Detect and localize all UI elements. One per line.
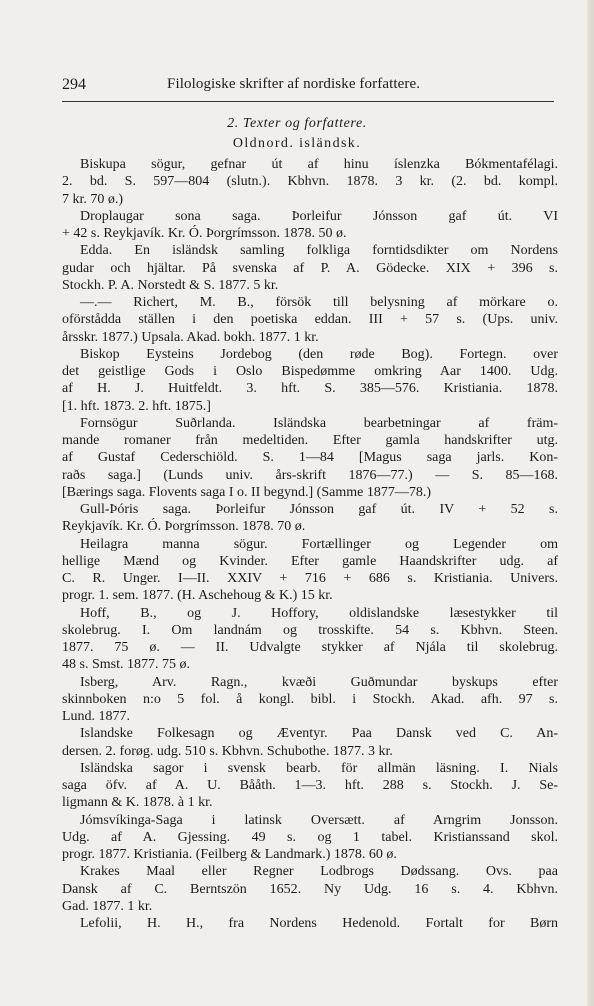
text-line: 7 kr. 70 ø.) bbox=[62, 191, 124, 207]
text-line: Lund. 1877. bbox=[62, 709, 131, 724]
text-line: 2. bd. S. 597—804 (slutn.). Kbhvn. 1878. 3 kr. (2. bd. kompl. bbox=[62, 174, 558, 190]
text-line: årsskr. 1877.) Upsala. Akad. bokh. 1877. 1 kr. bbox=[62, 329, 319, 345]
text-line: Jómsvíkinga-Saga i latinsk Oversætt. af Arngrim Jonsson. bbox=[80, 812, 558, 828]
text-line: Gull-Þóris saga. Þorleifur Jónsson gaf út. IV + 52 s. bbox=[80, 502, 558, 517]
text-line: mande romaner från medeltiden. Efter gamla handskrifter utg. bbox=[62, 433, 558, 448]
header-rule bbox=[62, 101, 554, 102]
text-line: Gad. 1877. 1 kr. bbox=[62, 898, 153, 914]
subsection-title: Oldnord. isländsk. bbox=[232, 136, 362, 151]
text-line: [Bærings saga. Flovents saga I o. II begynd.] (Samme 1877—78.) bbox=[62, 484, 431, 500]
text-line: Hoff, B., og J. Hoffory, oldislandske læsestykker til bbox=[80, 605, 558, 621]
page-number: 294 bbox=[62, 76, 86, 93]
text-line: Dansk af C. Berntszön 1652. Ny Udg. 16 s. 4. Kbhvn. bbox=[62, 881, 558, 897]
text-line: raðs saga.] (Lunds univ. års-skrift 1876—77.) — S. 85—168. bbox=[62, 467, 558, 483]
text-line: + 42 s. Reykjavík. Kr. Ó. Þorgrímsson. 1878. 50 ø. bbox=[62, 226, 347, 241]
text-line: —.— Richert, M. B., försök till belysning af mörkare o. bbox=[80, 295, 558, 310]
text-line: Biskupa sögur, gefnar út af hinu íslenzka Bókmentafélagi. bbox=[80, 157, 558, 172]
text-line: Droplaugar sona saga. Þorleifur Jónsson gaf út. VI bbox=[80, 208, 558, 224]
text-line: Edda. En isländsk samling folkliga forntidsdikter om Nordens bbox=[80, 243, 558, 259]
text-line: oförstådda ställen i den poetiska eddan. III + 57 s. (Ups. univ. bbox=[62, 312, 558, 328]
text-line: Biskop Eysteins Jordebog (den røde Bog). Fortegn. over bbox=[80, 346, 558, 362]
text-line: hellige Mænd og Kvinder. Efter gamle Haandskrifter udg. af bbox=[62, 553, 558, 569]
text-line: Lefolii, H. H., fra Nordens Hedenold. Fortalt for Børn bbox=[80, 916, 558, 931]
text-line: Heilagra manna sögur. Fortællinger og Legender om bbox=[80, 536, 558, 552]
text-line: progr. 1. sem. 1877. (H. Aschehoug & K.) 15 kr. bbox=[62, 588, 333, 604]
text-line: Reykjavík. Kr. Ó. Þorgrímsson. 1878. 70 ø. bbox=[62, 519, 306, 535]
text-line: skinnboken n:o 5 fol. å kongl. bibl. i Stockh. Akad. afh. 97 s. bbox=[62, 691, 558, 707]
section-title: 2. Texter og forfattere. bbox=[227, 116, 367, 131]
text-line: Udg. af A. Gjessing. 49 s. og 1 tabel. Kristianssand skol. bbox=[62, 829, 558, 845]
page-header bbox=[62, 76, 562, 98]
text-line: skolebrug. I. Om landnám og trosskifte. 54 s. Kbhvn. Steen. bbox=[62, 622, 558, 638]
bibliography-text bbox=[62, 156, 558, 932]
running-head: Filologiske skrifter af nordiske forfattere. bbox=[167, 76, 421, 92]
text-line: det geistlige Gods i Oslo Bispedømme omkring Aar 1400. Udg. bbox=[62, 364, 558, 379]
text-line: 1877. 75 ø. — II. Udvalgte stykker af Njála til skolebrug. bbox=[62, 640, 558, 655]
text-line: saga öfv. af A. U. Bååth. 1—3. hft. 288 s. Stockh. J. Se- bbox=[62, 778, 558, 793]
text-line: 48 s. Smst. 1877. 75 ø. bbox=[62, 657, 190, 673]
text-line: Isländska sagor i svensk bearb. för allmän läsning. I. Nials bbox=[80, 760, 558, 776]
text-line: Stockh. P. A. Norstedt & S. 1877. 5 kr. bbox=[62, 277, 279, 293]
text-line: [1. hft. 1873. 2. hft. 1875.] bbox=[62, 398, 211, 414]
text-line: C. R. Unger. I—II. XXIV + 716 + 686 s. Kristiania. Univers. bbox=[62, 571, 558, 586]
text-line: dersen. 2. forøg. udg. 510 s. Kbhvn. Schubothe. 1877. 3 kr. bbox=[62, 743, 393, 759]
text-line: Fornsögur Suðrlanda. Isländska bearbetningar af främ- bbox=[80, 415, 558, 431]
text-line: Krakes Maal eller Regner Lodbrogs Dødssang. Ovs. paa bbox=[80, 864, 558, 880]
text-line: Islandske Folkesagn og Æventyr. Paa Dansk ved C. An- bbox=[80, 726, 558, 742]
text-line: gudar och hjältar. På svenska af P. A. Gödecke. XIX + 396 s. bbox=[62, 260, 558, 276]
text-line: Isberg, Arv. Ragn., kvæði Guðmundar byskups efter bbox=[80, 674, 558, 690]
text-line: af Gustaf Cederschiöld. S. 1—84 [Magus saga jarls. Kon- bbox=[62, 450, 558, 466]
text-line: ligmann & K. 1878. à 1 kr. bbox=[62, 795, 213, 811]
text-line: progr. 1877. Kristiania. (Feilberg & Landmark.) 1878. 60 ø. bbox=[62, 847, 397, 862]
text-line: af H. J. Huitfeldt. 3. hft. S. 385—576. Kristiania. 1878. bbox=[62, 381, 558, 397]
